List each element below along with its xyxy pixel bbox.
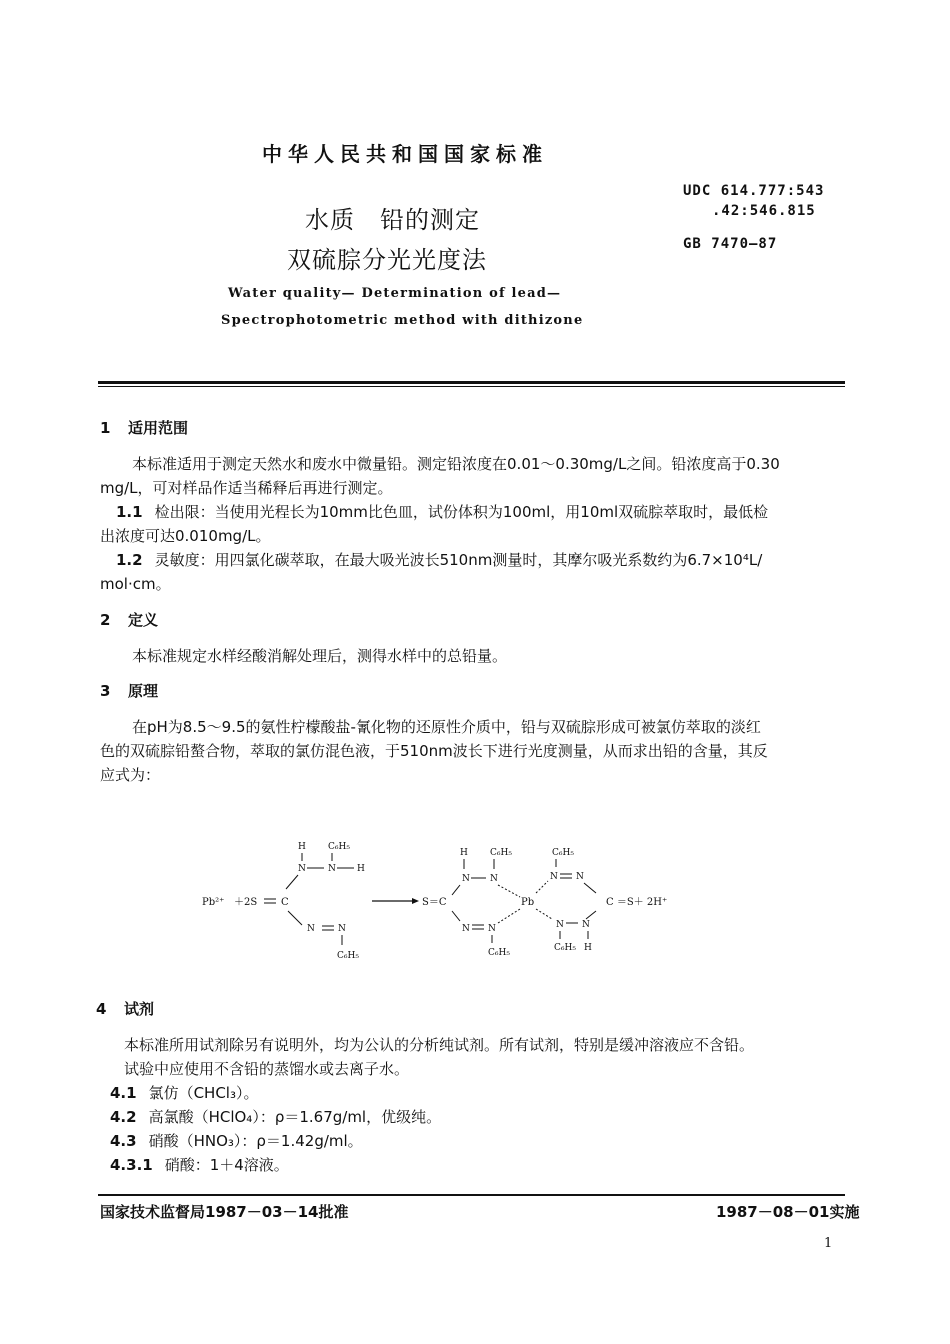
atom-label: H — [460, 848, 468, 858]
substituent-label: C₆H₅ — [488, 948, 510, 958]
item-text: 高氯酸（HClO₄）：ρ＝1.67g/ml，优级纯。 — [148, 1108, 442, 1126]
substituent-label: C₆H₅ — [554, 943, 576, 953]
reaction-arrow-head — [412, 898, 419, 904]
section-1-heading — [100, 417, 188, 438]
section-number: 1 — [100, 419, 111, 437]
header-divider-thin — [98, 386, 845, 387]
section-3-heading — [100, 680, 158, 701]
bond — [452, 911, 460, 921]
section-2-heading — [100, 609, 158, 630]
approval-date: 国家技术监督局1987－03－14批准 — [100, 1203, 349, 1221]
atom-label: S＝C — [422, 897, 447, 908]
atom-label: N — [488, 924, 496, 934]
reaction-equation-figure — [190, 835, 710, 965]
coordinate-bond — [536, 909, 552, 919]
section-title: 试剂 — [124, 1000, 155, 1018]
footer-divider — [98, 1194, 845, 1196]
national-standard-title: 中华人民共和国国家标准 — [262, 142, 548, 166]
coordinate-bond — [536, 881, 548, 893]
atom-label: N — [328, 864, 336, 874]
atom-label: N — [556, 920, 564, 930]
item-1-1-line1 — [116, 501, 768, 522]
atom-label: N — [307, 924, 315, 934]
gb-number: GB 7470—87 — [683, 236, 778, 252]
item-text: 灵敏度：用四氯化碳萃取，在最大吸光波长510nm测量时，其摩尔吸光系数约为6.7×10⁴L/ — [154, 551, 763, 569]
item-1-1-line2: 出浓度可达0.010mg/L。 — [100, 527, 271, 545]
item-text: 检出限：当使用光程长为10mm比色皿，试份体积为100ml，用10ml双硫腙萃取时，最低检 — [154, 503, 769, 521]
item-number: 1.1 — [116, 503, 143, 521]
item-number: 4.3 — [110, 1132, 137, 1150]
header-divider — [98, 381, 845, 384]
item-number: 4.3.1 — [110, 1156, 153, 1174]
item-4-2 — [110, 1106, 441, 1127]
item-4-3-1 — [110, 1154, 289, 1175]
coordinate-bond — [498, 909, 520, 923]
item-4-3 — [110, 1130, 363, 1151]
atom-label: N — [576, 872, 584, 882]
atom-label: H — [357, 864, 365, 874]
english-title-line1: Water quality— Determination of lead— — [228, 286, 562, 301]
section-4-para-line1: 本标准所用试剂除另有说明外，均为公认的分析纯试剂。所有试剂，特别是缓冲溶液应不含铅。 — [124, 1036, 755, 1054]
atom-label: H — [298, 842, 306, 852]
item-number: 4.2 — [110, 1108, 137, 1126]
section-title: 原理 — [128, 682, 159, 700]
item-1-2-line1 — [116, 549, 762, 570]
coordinate-bond — [498, 885, 520, 897]
reactant-sulfur-label: ＋2S — [234, 897, 258, 908]
product-tail-label: C ＝S＋ 2H⁺ — [606, 897, 668, 908]
section-number: 4 — [96, 1000, 107, 1018]
substituent-label: C₆H₅ — [337, 951, 359, 961]
substituent-label: C₆H₅ — [490, 848, 512, 858]
section-1-para-line1: 本标准适用于测定天然水和废水中微量铅。测定铅浓度在0.01～0.30mg/L之间。铅浓度高于0.30 — [132, 455, 780, 473]
udc-code-line1: UDC 614.777:543 — [683, 183, 825, 199]
atom-label: N — [582, 920, 590, 930]
section-1-para-line2: mg/L，可对样品作适当稀释后再进行测定。 — [100, 479, 393, 497]
lead-ion-label: Pb²⁺ — [202, 897, 225, 908]
atom-label: N — [462, 874, 470, 884]
section-4-para-line2: 试验中应使用不含铅的蒸馏水或去离子水。 — [124, 1060, 410, 1078]
atom-label: H — [584, 943, 592, 953]
atom-label: C — [281, 897, 289, 908]
item-text: 硝酸：1＋4溶液。 — [164, 1156, 289, 1174]
atom-label: N — [298, 864, 306, 874]
document-title-line2: 双硫腙分光光度法 — [287, 246, 487, 274]
atom-label: N — [462, 924, 470, 934]
section-number: 2 — [100, 611, 111, 629]
section-title: 适用范围 — [128, 419, 189, 437]
section-number: 3 — [100, 682, 111, 700]
atom-label: N — [490, 874, 498, 884]
item-1-2-line2: mol·cm。 — [100, 575, 171, 593]
section-3-para-line1: 在pH为8.5～9.5的氨性柠檬酸盐-氰化物的还原性介质中，铅与双硫腙形成可被氯仿萃取的淡红 — [132, 718, 761, 736]
page-number: 1 — [824, 1236, 833, 1251]
section-3-para-line2: 色的双硫腙铅螯合物，萃取的氯仿混色液，于510nm波长下进行光度测量，从而求出铅的含量，其反 — [100, 742, 768, 760]
item-text: 硝酸（HNO₃）：ρ＝1.42g/ml。 — [148, 1132, 363, 1150]
udc-code-line2: .42:546.815 — [712, 203, 816, 219]
lead-atom-label: Pb — [521, 897, 535, 908]
effective-date: 1987－08－01实施 — [716, 1203, 860, 1221]
atom-label: N — [338, 924, 346, 934]
item-number: 4.1 — [110, 1084, 137, 1102]
section-4-heading — [96, 998, 154, 1019]
section-2-para: 本标准规定水样经酸消解处理后，测得水样中的总铅量。 — [132, 647, 508, 665]
bond — [452, 885, 460, 895]
item-4-1 — [110, 1082, 259, 1103]
section-title: 定义 — [128, 611, 159, 629]
bond — [286, 875, 298, 889]
item-number: 1.2 — [116, 551, 143, 569]
bond — [586, 911, 596, 919]
substituent-label: C₆H₅ — [552, 848, 574, 858]
bond — [288, 911, 302, 925]
substituent-label: C₆H₅ — [328, 842, 350, 852]
english-title-line2: Spectrophotometric method with dithizone — [221, 313, 584, 328]
bond — [584, 883, 596, 893]
document-title-line1: 水质 铅的测定 — [305, 206, 480, 234]
item-text: 氯仿（CHCl₃）。 — [148, 1084, 259, 1102]
atom-label: N — [550, 872, 558, 882]
section-3-para-line3: 应式为： — [100, 766, 161, 784]
